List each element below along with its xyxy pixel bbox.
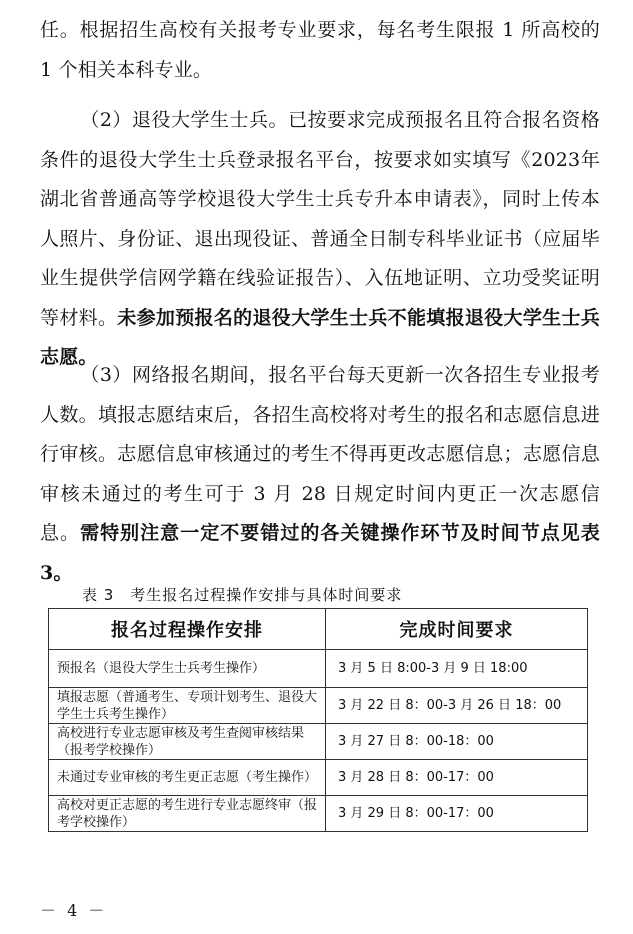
step-cell: 未通过专业审核的考生更正志愿（考生操作） [49,760,326,796]
column-header-step: 报名过程操作安排 [49,609,326,650]
table-row [49,688,588,724]
time-cell: 3 月 28 日 8：00-17：00 [326,760,588,796]
page-number: － 4 － [40,901,108,920]
schedule-table [48,608,588,832]
paragraph-veteran-soldiers [40,101,600,378]
paragraph-bold-text: 未参加预报名的退役大学生士兵不能填报退役大学生士兵志愿。 [40,306,600,368]
table-row [49,724,588,760]
step-cell: 预报名（退役大学生士兵考生操作） [49,650,326,688]
table-caption: 表 3 考生报名过程操作安排与具体时间要求 [82,586,403,604]
column-header-time: 完成时间要求 [326,609,588,650]
table-row [49,760,588,796]
time-cell: 3 月 5 日 8:00-3 月 9 日 18:00 [326,650,588,688]
paragraph-text: （2）退役大学生士兵。已按要求完成预报名且符合报名资格条件的退役大学生士兵登录报名平台，按要求如实填写《2023年湖北省普通高等学校退役大学生士兵专升本申请表》，同时上传本人照片、身份证、退出现役证、普通全日制专科毕业证书（应届毕业生提供学信网学籍在线验证报告）、入伍地证明、立功受奖证明等材料。 [40,109,600,329]
step-cell: 填报志愿（普通考生、专项计划考生、退役大学生士兵考生操作） [49,688,326,724]
paragraph-continued [40,11,600,90]
paragraph-text: （3）网络报名期间，报名平台每天更新一次各招生专业报考人数。填报志愿结束后，各招生高校将对考生的报名和志愿信息进行审核。志愿信息审核通过的考生不得再更改志愿信息；志愿信息审核未通过的考生可于 3 月 28 日规定时间内更正一次志愿信息。 [40,364,600,544]
table-row [49,796,588,832]
step-cell: 高校对更正志愿的考生进行专业志愿终审（报考学校操作） [49,796,326,832]
step-cell: 高校进行专业志愿审核及考生查阅审核结果（报考学校操作） [49,724,326,760]
paragraph-online-registration [40,356,600,593]
time-cell: 3 月 27 日 8：00-18：00 [326,724,588,760]
table-header-row [49,609,588,650]
table-row [49,650,588,688]
paragraph-text: 任。根据招生高校有关报考专业要求，每名考生限报 1 所高校的 1 个相关本科专业。 [40,19,600,81]
time-cell: 3 月 22 日 8：00-3 月 26 日 18：00 [326,688,588,724]
time-cell: 3 月 29 日 8：00-17：00 [326,796,588,832]
paragraph-bold-text: 需特别注意一定不要错过的各关键操作环节及时间节点见表 3。 [40,522,600,584]
